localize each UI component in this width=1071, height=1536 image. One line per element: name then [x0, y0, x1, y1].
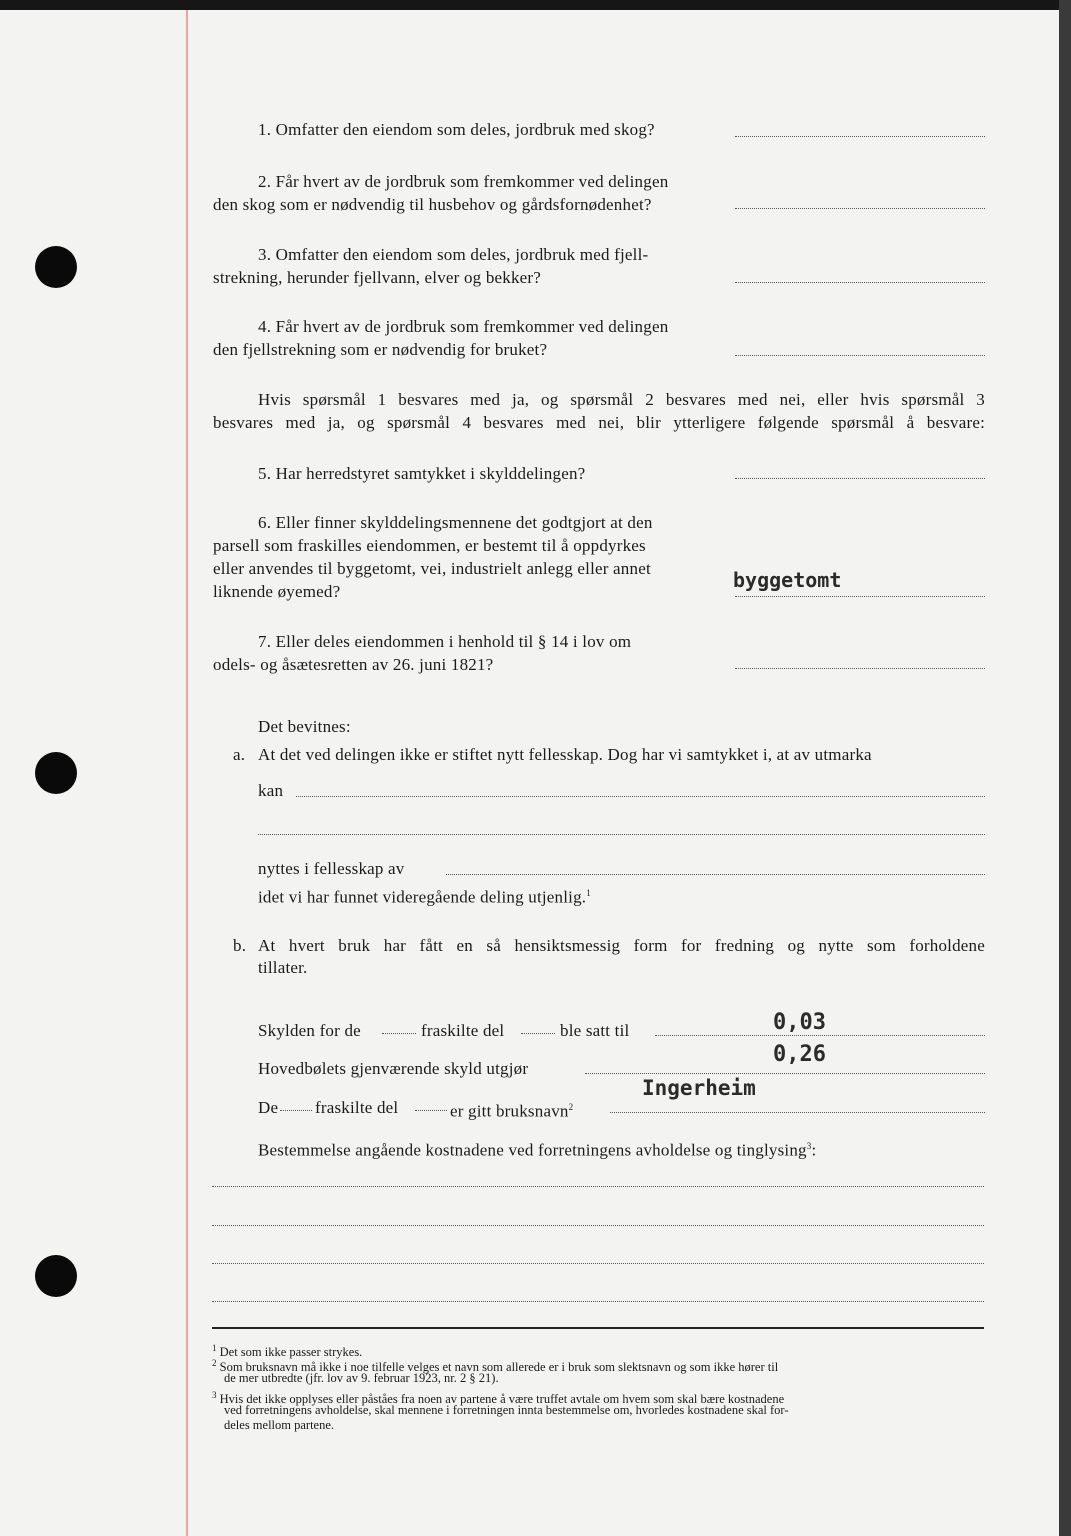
footnote-2-text: Som bruksnavn må ikke i noe tilfelle velges et navn som allerede er i bruk som slektsnavn og som ikke hører til — [219, 1360, 779, 1375]
bruksnavn-line — [610, 1112, 985, 1113]
answer-line-q3 — [735, 282, 985, 283]
answer-line-q6 — [735, 596, 985, 597]
skylden-line — [655, 1035, 985, 1036]
item-b-line2: tillater. — [258, 958, 308, 977]
punch-hole-icon — [35, 752, 77, 794]
de-part3 — [450, 1096, 573, 1123]
item-b-line1: At hvert bruk har fått en så hensiktsmessig form for fredning og nytte som forholdene — [258, 936, 985, 955]
kan-line — [296, 796, 985, 797]
footnote-3-line3: deles mellom partene. — [224, 1418, 335, 1432]
hovedbol-label: Hovedbølets gjenværende skyld utgjør — [258, 1059, 529, 1078]
red-margin-line — [186, 10, 188, 1536]
skylden-blank-2 — [521, 1033, 555, 1034]
bestemmelse-line-2 — [212, 1225, 984, 1226]
skylden-part2: fraskilte del — [421, 1021, 505, 1040]
answer-line-q1 — [735, 136, 985, 137]
skylden-part1: Skylden for de — [258, 1021, 361, 1040]
bestemmelse-body: Bestemmelse angående kostnadene ved forretningens avholdelse og tinglysing — [258, 1140, 807, 1160]
hovedbol-value: 0,26 — [773, 1042, 826, 1067]
answer-line-q4 — [735, 355, 985, 356]
item-b-label: b. — [233, 936, 247, 955]
question-6-line1: 6. Eller finner skylddelingsmennene det godtgjort at den — [258, 513, 653, 532]
nyttes-label: nyttes i fellesskap av — [258, 859, 405, 878]
bestemmelse-text — [258, 1135, 816, 1162]
question-7-line2: odels- og åsætesretten av 26. juni 1821? — [213, 655, 494, 674]
answer-line-q7 — [735, 668, 985, 669]
question-4-line1: 4. Får hvert av de jordbruk som fremkommer ved delingen — [258, 317, 669, 336]
answer-line-q2 — [735, 208, 985, 209]
nyttes-line — [446, 874, 985, 875]
scan-top-edge — [0, 0, 1071, 10]
conditional-line1: Hvis spørsmål 1 besvares med ja, og spørsmål 2 besvares med nei, eller hvis spørsmål 3 — [258, 390, 985, 409]
footnote-separator — [212, 1327, 984, 1329]
de-part3-body: er gitt bruksnavn — [450, 1101, 569, 1121]
de-blank-1 — [280, 1110, 312, 1111]
punch-hole-icon — [35, 246, 77, 288]
bestemmelse-line-3 — [212, 1263, 984, 1264]
de-blank-2 — [415, 1110, 447, 1111]
conditional-line2: besvares med ja, og spørsmål 4 besvares med nei, blir ytterligere følgende spørsmål å besvare: — [213, 413, 985, 432]
question-3-line1: 3. Omfatter den eiendom som deles, jordbruk med fjell- — [258, 245, 649, 264]
question-6-line2: parsell som fraskilles eiendommen, er bestemt til å oppdyrkes — [213, 536, 646, 555]
question-6-line3: eller anvendes til byggetomt, vei, industrielt anlegg eller annet — [213, 559, 651, 578]
q6-answer-typed: byggetomt — [733, 568, 842, 592]
punch-hole-icon — [35, 1255, 77, 1297]
bestemmelse-colon: : — [811, 1140, 817, 1160]
attest-heading: Det bevitnes: — [258, 717, 351, 736]
item-a-label: a. — [233, 745, 246, 764]
idet-text — [258, 882, 591, 909]
question-3-line2: strekning, herunder fjellvann, elver og bekker? — [213, 268, 542, 287]
de-part1: De — [258, 1098, 279, 1117]
footnote-2-line2: de mer utbredte (jfr. lov av 9. februar 1923, nr. 2 § 21). — [224, 1371, 499, 1385]
footnote-2-number: 2 — [212, 1358, 217, 1368]
bestemmelse-line-1 — [212, 1186, 984, 1187]
question-7-line1: 7. Eller deles eiendommen i henhold til § 14 i lov om — [258, 632, 632, 651]
footnote-ref-2: 2 — [568, 1102, 574, 1112]
footnote-3-number: 3 — [212, 1390, 217, 1400]
item-a-text: At det ved delingen ikke er stiftet nytt fellesskap. Dog har vi samtykket i, at av utmarka — [258, 745, 872, 764]
question-2-line1: 2. Får hvert av de jordbruk som fremkommer ved delingen — [258, 172, 669, 191]
footnote-1-text: Det som ikke passer strykes. — [219, 1345, 363, 1360]
footnote-3-text: Hvis det ikke opplyses eller påståes fra noen av partene å være truffet avtale om hvem som skal bære kostnadene — [219, 1392, 785, 1407]
footnote-3-line2: ved forretningens avholdelse, skal mennene i forretningen innta bestemmelse om, hvorledes kostnadene skal for- — [224, 1403, 789, 1417]
footnote-ref-1: 1 — [586, 888, 591, 898]
kan-line-2 — [258, 834, 985, 835]
hovedbol-line — [585, 1073, 985, 1074]
skylden-value: 0,03 — [773, 1010, 826, 1035]
footnote-ref-3: 3 — [806, 1141, 812, 1151]
question-2-line2: den skog som er nødvendig til husbehov og gårdsfornødenhet? — [213, 195, 652, 214]
kan-label: kan — [258, 781, 284, 800]
bruksnavn-value: Ingerheim — [642, 1076, 756, 1100]
skylden-part3: ble satt til — [560, 1021, 630, 1040]
question-5: 5. Har herredstyret samtykket i skylddelingen? — [258, 464, 586, 483]
bestemmelse-line-4 — [212, 1301, 984, 1302]
answer-line-q5 — [735, 478, 985, 479]
skylden-blank-1 — [382, 1033, 416, 1034]
idet-text-body: idet vi har funnet videregående deling utjenlig. — [258, 887, 587, 907]
question-1: 1. Omfatter den eiendom som deles, jordbruk med skog? — [258, 120, 655, 139]
footnote-1-number: 1 — [212, 1343, 217, 1353]
scan-right-edge — [1059, 0, 1071, 1536]
de-part2: fraskilte del — [315, 1098, 399, 1117]
question-6-line4: liknende øyemed? — [213, 582, 341, 601]
question-4-line2: den fjellstrekning som er nødvendig for bruket? — [213, 340, 548, 359]
